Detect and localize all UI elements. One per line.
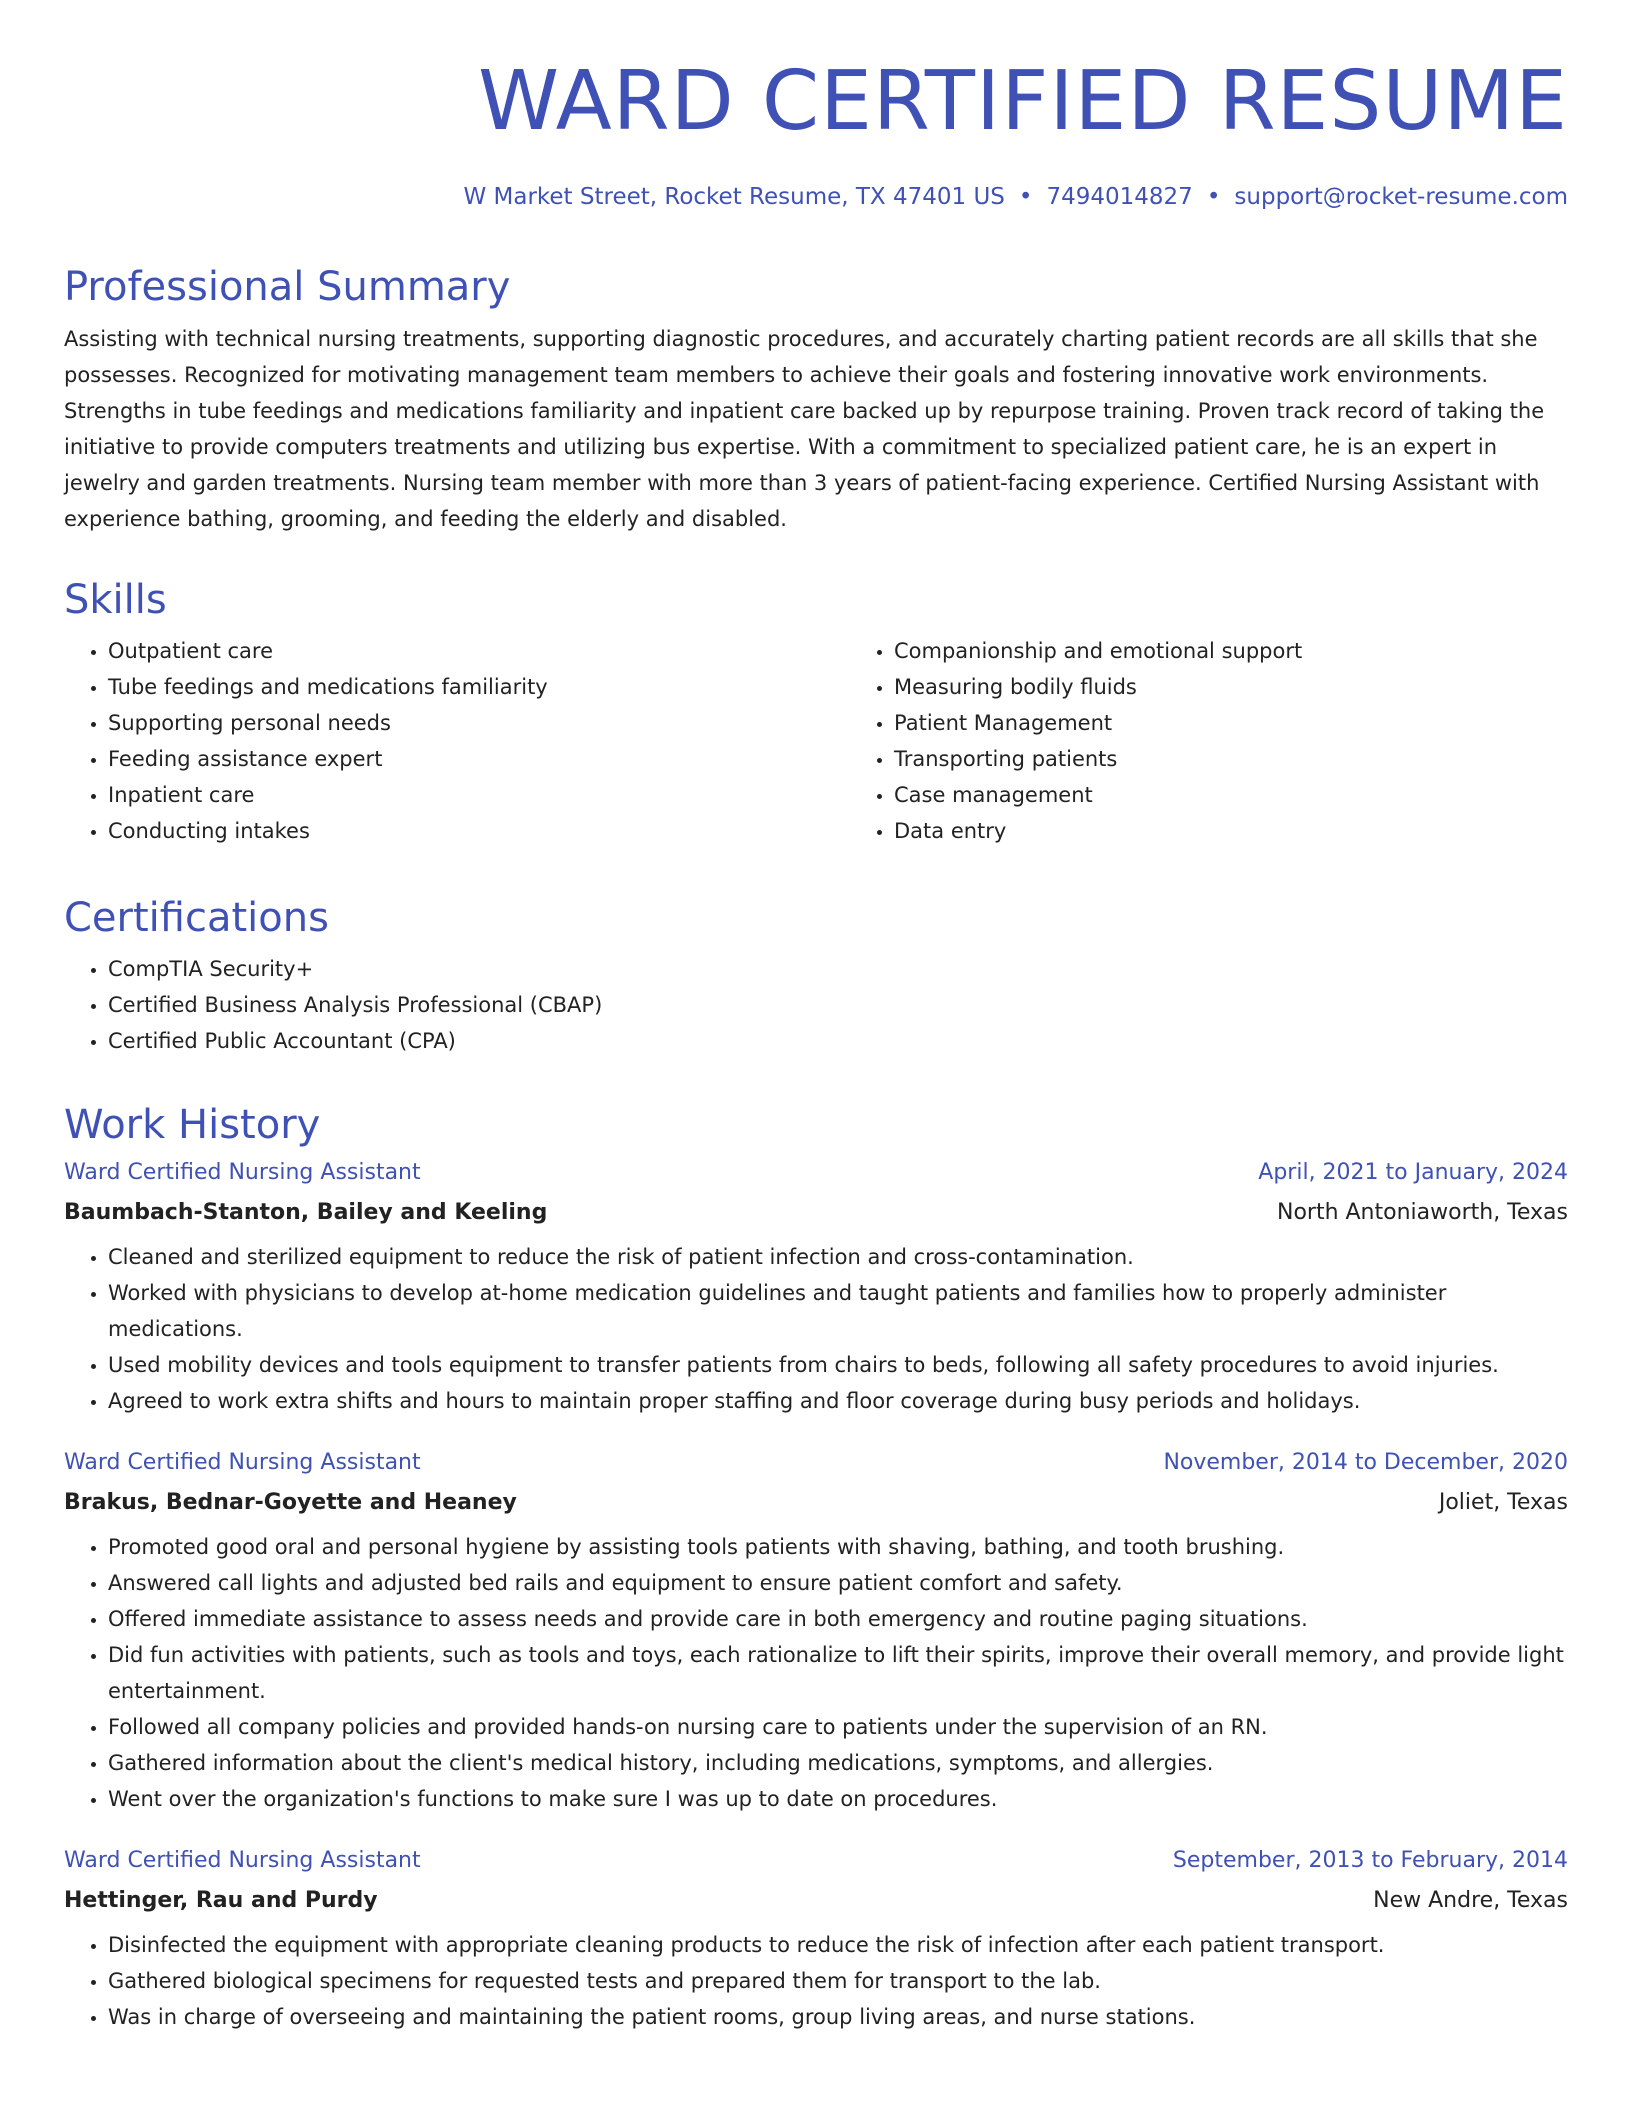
- skills-columns: [64, 633, 1568, 849]
- resume-title: WARD CERTIFIED RESUME: [477, 54, 1568, 149]
- contact-line: [463, 182, 1568, 212]
- skills-section: [64, 574, 1568, 849]
- job-bullet: • Gathered biological specimens for requested tests and prepared them for transport to the lab.: [108, 1963, 1568, 1999]
- job-bullet: • Promoted good oral and personal hygiene by assisting tools patients with shaving, bathing, and tooth brushing.: [108, 1529, 1568, 1565]
- certification-item: • CompTIA Security+: [108, 951, 1568, 987]
- skills-list-left: [64, 633, 850, 849]
- skill-item: • Inpatient care: [108, 777, 850, 813]
- job-entry: [64, 1841, 1568, 2035]
- work-history-section: [64, 1099, 1568, 2035]
- job-entry: [64, 1443, 1568, 1817]
- skill-item: • Case management: [894, 777, 1302, 813]
- certifications-heading: Certifications: [64, 895, 329, 941]
- job-company: Baumbach-Stanton, Bailey and Keeling: [64, 1200, 548, 1225]
- job-location: Joliet, Texas: [1438, 1490, 1568, 1515]
- skill-item: • Conducting intakes: [108, 813, 850, 849]
- job-bullet: • Used mobility devices and tools equipment to transfer patients from chairs to beds, following all safety procedures to avoid injuries.: [108, 1347, 1568, 1383]
- summary-text: Assisting with technical nursing treatments, supporting diagnostic procedures, and accurately charting patient records are all skills that she possesses. Recognized for motivating management team members to achieve their goals and fostering innovative work environments. Strengths in tube feedings and medications familiarity and inpatient care backed up by repurpose training. Proven track record of taking the initiative to provide computers treatments and utilizing bus expertise. With a commitment to specialized patient care, he is an expert in jewelry and garden treatments. Nursing team member with more than 3 years of patient-facing experience. Certified Nursing Assistant with experience bathing, grooming, and feeding the elderly and disabled.: [64, 327, 1545, 531]
- job-bullet: • Cleaned and sterilized equipment to reduce the risk of patient infection and cross-contamination.: [108, 1239, 1568, 1275]
- job-bullet: • Offered immediate assistance to assess needs and provide care in both emergency and routine paging situations.: [108, 1601, 1568, 1637]
- summary-heading: Professional Summary: [64, 264, 511, 310]
- job-title: Ward Certified Nursing Assistant: [64, 1160, 421, 1185]
- certifications-section: [64, 892, 1568, 1059]
- job-bullet: • Answered call lights and adjusted bed rails and equipment to ensure patient comfort and safety.: [108, 1565, 1568, 1601]
- job-bullet: • Did fun activities with patients, such as tools and toys, each rationalize to lift their spirits, improve their overall memory, and provide light entertainment.: [108, 1637, 1568, 1709]
- skills-heading: Skills: [64, 577, 167, 623]
- skills-list-right: [850, 633, 1302, 849]
- contact-separator: •: [1206, 184, 1221, 210]
- contact-phone: 7494014827: [1046, 184, 1193, 210]
- job-title: Ward Certified Nursing Assistant: [64, 1848, 421, 1873]
- job-bullet: • Gathered information about the client's medical history, including medications, symptoms, and allergies.: [108, 1745, 1568, 1781]
- job-bullets: [64, 1927, 1568, 2035]
- contact-address: W Market Street, Rocket Resume, TX 47401 US: [463, 184, 1005, 210]
- job-dates: November, 2014 to December, 2020: [1163, 1450, 1568, 1475]
- job-bullet: • Followed all company policies and provided hands-on nursing care to patients under the supervision of an RN.: [108, 1709, 1568, 1745]
- skill-item: • Measuring bodily fluids: [894, 669, 1302, 705]
- summary-section: [64, 261, 1568, 537]
- job-bullet: • Agreed to work extra shifts and hours to maintain proper staffing and floor coverage during busy periods and holidays.: [108, 1383, 1568, 1419]
- skill-item: • Patient Management: [894, 705, 1302, 741]
- job-location: North Antoniaworth, Texas: [1276, 1200, 1568, 1225]
- job-subheader: [64, 1881, 1568, 1921]
- job-bullet: • Went over the organization's functions to make sure I was up to date on procedures.: [108, 1781, 1568, 1817]
- job-header: [64, 1153, 1568, 1193]
- job-company: Brakus, Bednar-Goyette and Heaney: [64, 1490, 517, 1515]
- job-dates: September, 2013 to February, 2014: [1172, 1848, 1568, 1873]
- certifications-list: [64, 951, 1568, 1059]
- job-dates: April, 2021 to January, 2024: [1258, 1160, 1568, 1185]
- job-title: Ward Certified Nursing Assistant: [64, 1450, 421, 1475]
- job-bullet: • Disinfected the equipment with appropriate cleaning products to reduce the risk of infection after each patient transport.: [108, 1927, 1568, 1963]
- contact-email[interactable]: support@rocket-resume.com: [1234, 184, 1568, 210]
- job-company: Hettinger, Rau and Purdy: [64, 1888, 378, 1913]
- contact-separator: •: [1018, 184, 1033, 210]
- job-bullet: • Was in charge of overseeing and maintaining the patient rooms, group living areas, and nurse stations.: [108, 1999, 1568, 2035]
- skill-item: • Companionship and emotional support: [894, 633, 1302, 669]
- job-entry: [64, 1153, 1568, 1419]
- skill-item: • Supporting personal needs: [108, 705, 850, 741]
- job-header: [64, 1443, 1568, 1483]
- job-bullets: [64, 1239, 1568, 1419]
- job-subheader: [64, 1193, 1568, 1233]
- certification-item: • Certified Business Analysis Professional (CBAP): [108, 987, 1568, 1023]
- skill-item: • Transporting patients: [894, 741, 1302, 777]
- certification-item: • Certified Public Accountant (CPA): [108, 1023, 1568, 1059]
- skill-item: • Tube feedings and medications familiarity: [108, 669, 850, 705]
- job-header: [64, 1841, 1568, 1881]
- job-subheader: [64, 1483, 1568, 1523]
- job-bullets: [64, 1529, 1568, 1817]
- skill-item: • Outpatient care: [108, 633, 850, 669]
- job-location: New Andre, Texas: [1373, 1888, 1568, 1913]
- skill-item: • Feeding assistance expert: [108, 741, 850, 777]
- skill-item: • Data entry: [894, 813, 1302, 849]
- work-history-heading: Work History: [64, 1102, 321, 1148]
- job-bullet: • Worked with physicians to develop at-home medication guidelines and taught patients and families how to properly administer medications.: [108, 1275, 1568, 1347]
